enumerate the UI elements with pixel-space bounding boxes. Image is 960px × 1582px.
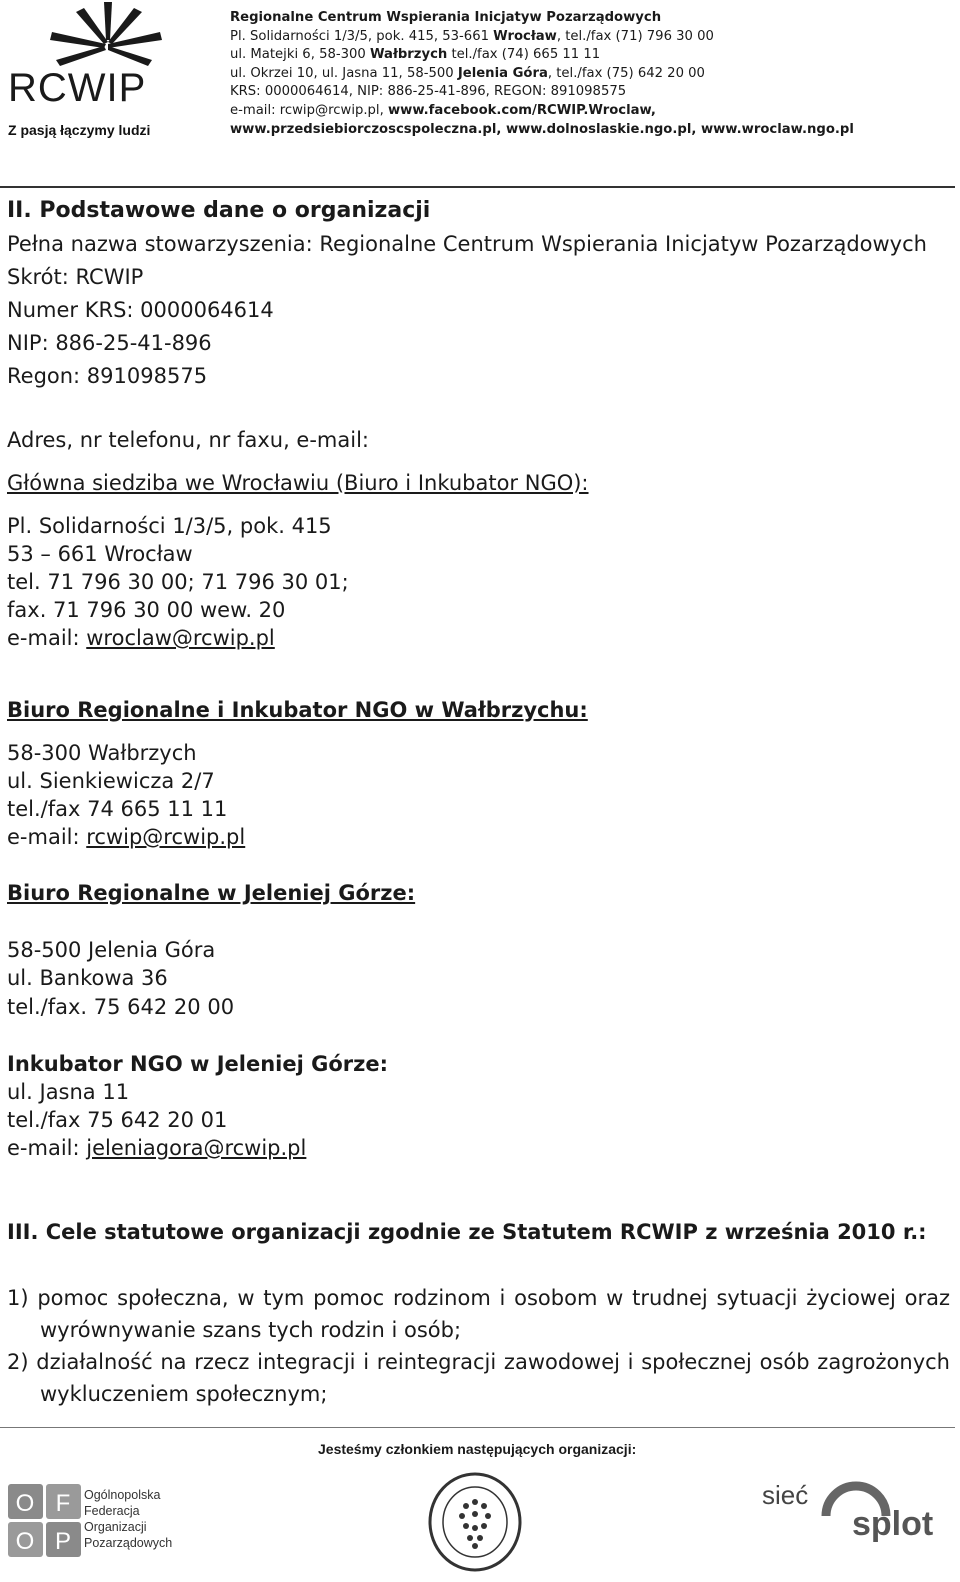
letterhead-line-ids: KRS: 0000064614, NIP: 886-25-41-896, REGON: 891098575 bbox=[230, 84, 627, 100]
splot-text: splot bbox=[852, 1505, 934, 1543]
jelenia-gora-city: 58-500 Jelenia Góra bbox=[7, 938, 216, 962]
svg-text:P: P bbox=[54, 1528, 72, 1555]
hq-email-link[interactable]: wroclaw@rcwip.pl bbox=[86, 626, 275, 650]
jelenia-gora-tel: tel./fax. 75 642 20 00 bbox=[7, 995, 235, 1019]
full-name: Pełna nazwa stowarzyszenia: Regionalne Centrum Wspierania Inicjatyw Pozarządowych bbox=[7, 232, 927, 256]
goal-item-2-line2: wykluczeniem społecznym; bbox=[40, 1382, 328, 1406]
letterhead-line-jelenia: ul. Okrzei 10, ul. Jasna 11, 58-500 Jelenia Góra, tel./fax (75) 642 20 00 bbox=[230, 65, 705, 81]
org-name: Regionalne Centrum Wspierania Inicjatyw Pozarządowych bbox=[230, 10, 662, 25]
siec-text: sieć bbox=[762, 1480, 809, 1510]
incubator-heading: Inkubator NGO w Jeleniej Górze: bbox=[7, 1052, 388, 1076]
hq-city: 53 – 661 Wrocław bbox=[7, 542, 193, 566]
incubator-email-link[interactable]: jeleniagora@rcwip.pl bbox=[86, 1136, 307, 1160]
logo-text: RCWIP bbox=[8, 66, 147, 110]
rcwip-logo-star-icon bbox=[46, 0, 166, 74]
walbrzych-email-link[interactable]: rcwip@rcwip.pl bbox=[86, 825, 246, 849]
logo-slogan: Z pasją łączymy ludzi bbox=[8, 122, 151, 138]
walbrzych-email-row: e-mail: rcwip@rcwip.pl bbox=[7, 825, 246, 849]
letterhead-line-websites: www.przedsiebiorczoscspoleczna.pl, www.dolnoslaskie.ngo.pl, www.wroclaw.ngo.pl bbox=[230, 121, 854, 137]
incubator-email-row: e-mail: jeleniagora@rcwip.pl bbox=[7, 1136, 307, 1160]
goal-item-1-line2: wyrównywanie szans tych rodzin i osób; bbox=[40, 1318, 462, 1342]
goal-item-2-line1: 2) działalność na rzecz integracji i reintegracji zawodowej i społecznej osób zagrożonych bbox=[7, 1350, 950, 1374]
section-2-heading: II. Podstawowe dane o organizacji bbox=[7, 198, 431, 223]
hq-address: Pl. Solidarności 1/3/5, pok. 415 bbox=[7, 514, 332, 538]
letterhead-line-walbrzych: ul. Matejki 6, 58-300 Wałbrzych tel./fax (74) 665 11 11 bbox=[230, 47, 601, 63]
jelenia-gora-address: ul. Bankowa 36 bbox=[7, 966, 168, 990]
walbrzych-tel: tel./fax 74 665 11 11 bbox=[7, 797, 228, 821]
walbrzych-heading: Biuro Regionalne i Inkubator NGO w Wałbrzychu: bbox=[7, 698, 588, 722]
ofop-logo-icon bbox=[8, 1484, 82, 1558]
krs-number: Numer KRS: 0000064614 bbox=[7, 298, 274, 322]
hq-tel: tel. 71 796 30 00; 71 796 30 01; bbox=[7, 570, 349, 594]
dfop-seal-icon bbox=[428, 1472, 522, 1572]
incubator-address: ul. Jasna 11 bbox=[7, 1080, 130, 1104]
svg-text:O: O bbox=[15, 1528, 35, 1555]
letterhead-contact bbox=[230, 9, 955, 139]
contacts-heading: Adres, nr telefonu, nr faxu, e-mail: bbox=[7, 428, 369, 452]
hq-heading: Główna siedziba we Wrocławiu (Biuro i Inkubator NGO): bbox=[7, 471, 589, 495]
short-name: Skrót: RCWIP bbox=[7, 265, 144, 289]
jelenia-gora-heading: Biuro Regionalne w Jeleniej Górze: bbox=[7, 881, 416, 905]
hq-email-row: e-mail: wroclaw@rcwip.pl bbox=[7, 626, 275, 650]
walbrzych-address: ul. Sienkiewicza 2/7 bbox=[7, 769, 215, 793]
footer-divider bbox=[0, 1427, 955, 1428]
header-divider bbox=[0, 186, 955, 188]
goal-item-1-line1: 1) pomoc społeczna, w tym pomoc rodzinom i osobom w trudnej sytuacji życiowej oraz bbox=[7, 1286, 950, 1310]
nip-number: NIP: 886-25-41-896 bbox=[7, 331, 212, 355]
svg-text:O: O bbox=[15, 1490, 35, 1517]
ofop-name: Ogólnopolska Federacja Organizacji Pozarządowych bbox=[84, 1488, 173, 1550]
incubator-tel: tel./fax 75 642 20 01 bbox=[7, 1108, 228, 1132]
svg-text:F: F bbox=[55, 1490, 71, 1517]
walbrzych-city: 58-300 Wałbrzych bbox=[7, 741, 197, 765]
hq-fax: fax. 71 796 30 00 wew. 20 bbox=[7, 598, 286, 622]
regon-number: Regon: 891098575 bbox=[7, 364, 208, 388]
membership-title: Jesteśmy członkiem następujących organizacji: bbox=[318, 1441, 637, 1457]
letterhead-line-wroclaw: Pl. Solidarności 1/3/5, pok. 415, 53-661 Wrocław, tel./fax (71) 796 30 00 bbox=[230, 28, 714, 44]
letterhead-line-email: e-mail: rcwip@rcwip.pl, www.facebook.com/RCWIP.Wroclaw, bbox=[230, 102, 656, 118]
section-3-heading: III. Cele statutowe organizacji zgodnie ze Statutem RCWIP z września 2010 r.: bbox=[7, 1220, 927, 1244]
